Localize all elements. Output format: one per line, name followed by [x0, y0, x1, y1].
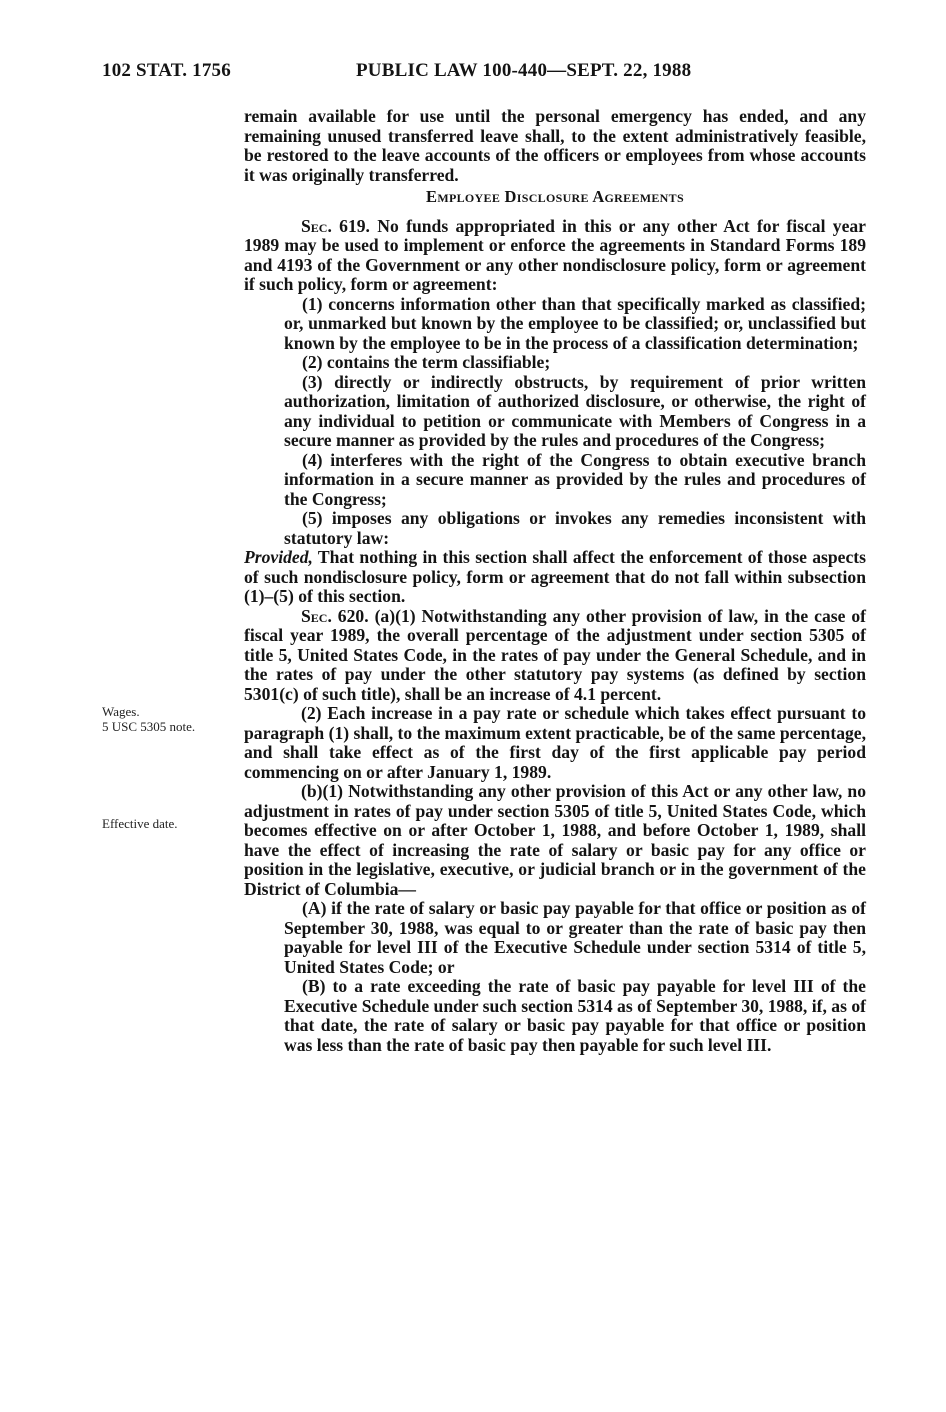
margin-note-wages-label: Wages.: [102, 704, 140, 719]
section-620-sub-a: (A) if the rate of salary or basic pay payable for that office or position as of September 30, 1988, was equal to or greater than the rate of basic pay then payable for level III of the Executive Schedule under section 5314 of title 5, United States Code; or: [284, 898, 866, 977]
section-619-item-3: (3) directly or indirectly obstructs, by requirement of prior written authorization, limitation of authorized disclosure, or otherwise, the right of any individual to petition or communicate with Members of Congress in a secure manner as provided by the rules and procedures of the Congress;: [284, 371, 866, 450]
section-620-a1-text: (a)(1) Notwithstanding any other provision of law, in the case of fiscal year 1989, the overall percentage of the adjustment under section 5305 of title 5, United States Code, in the rates of pay under the General Schedule, and in the rates of pay under the other statutory pay systems (as defined by section 5301(c) of such title), shall be an increase of 4.1 percent.: [244, 605, 867, 704]
margin-note-usc-citation: 5 USC 5305 note.: [102, 719, 196, 734]
proviso-word: Provided,: [244, 547, 313, 567]
section-620-b1-paragraph: (b)(1) Notwithstanding any other provision of this Act or any other law, no adjustment in rates of pay under section 5305 of title 5, United States Code, which becomes effective on or after October 1, 1988, and before October 1, 1989, shall have the effect of increasing the rate of salary or basic pay for any office or position in the legislative, executive, or judicial branch or in the government of the District of Columbia—: [244, 781, 866, 899]
section-619-text: No funds appropriated in this or any other Act for fiscal year 1989 may be used to implement or enforce the agreements in Standard Forms 189 and 4193 of the Government or any other nondisclosure policy, form or agreement if such policy, form or agreement:: [244, 215, 866, 294]
section-heading: Employee Disclosure Agreements: [426, 187, 684, 206]
section-619-item-1: (1) concerns information other than that specifically marked as classified; or, unmarked but known by the employee to be classified; or, unclassified but known by the employee to be in the process of a classification determination;: [284, 293, 866, 353]
margin-note-effective-date: Effective date.: [102, 816, 178, 831]
section-620-a2-paragraph: (2) Each increase in a pay rate or schedule which takes effect pursuant to paragraph (1) shall, to the maximum extent practicable, be of the same percentage, and shall take effect as of the first day of the first applicable pay period commencing on or after January 1, 1989.: [244, 703, 866, 782]
proviso-paragraph: [244, 548, 866, 607]
section-619-item-5: (5) imposes any obligations or invokes any remedies inconsistent with statutory law:: [284, 508, 866, 548]
proviso-text: That nothing in this section shall affect the enforcement of those aspects of such nondisclosure policy, form or agreement that do not fall within subsection (1)–(5) of this section.: [244, 547, 866, 606]
margin-note-wages: [102, 704, 195, 734]
section-619-paragraph: [244, 217, 866, 295]
section-619-item-4: (4) interferes with the right of the Congress to obtain executive branch information in a secure manner as provided by the rules and procedures of the Congress;: [284, 449, 866, 509]
section-620-sub-b: (B) to a rate exceeding the rate of basic pay payable for level III of the Executive Schedule under such section 5314 as of September 30, 1988, if, as of that date, the rate of salary or basic pay payable for that office or position was less than the rate of basic pay then payable for such level III.: [284, 976, 866, 1055]
section-620-label: Sec. 620.: [301, 605, 369, 626]
continuation-paragraph: remain available for use until the personal emergency has ended, and any remaining unused transferred leave shall, to the extent administratively feasible, be restored to the leave accounts of the officers or employees from whose accounts it was originally transferred.: [244, 106, 866, 185]
stat-citation: 102 STAT. 1756: [102, 60, 231, 81]
section-620-a1-paragraph: [244, 607, 866, 705]
section-619-item-2: (2) contains the term classifiable;: [302, 352, 551, 372]
section-619-label: Sec. 619.: [301, 215, 370, 236]
body-text: [244, 107, 866, 1055]
public-law-title: PUBLIC LAW 100-440—SEPT. 22, 1988: [356, 60, 692, 81]
